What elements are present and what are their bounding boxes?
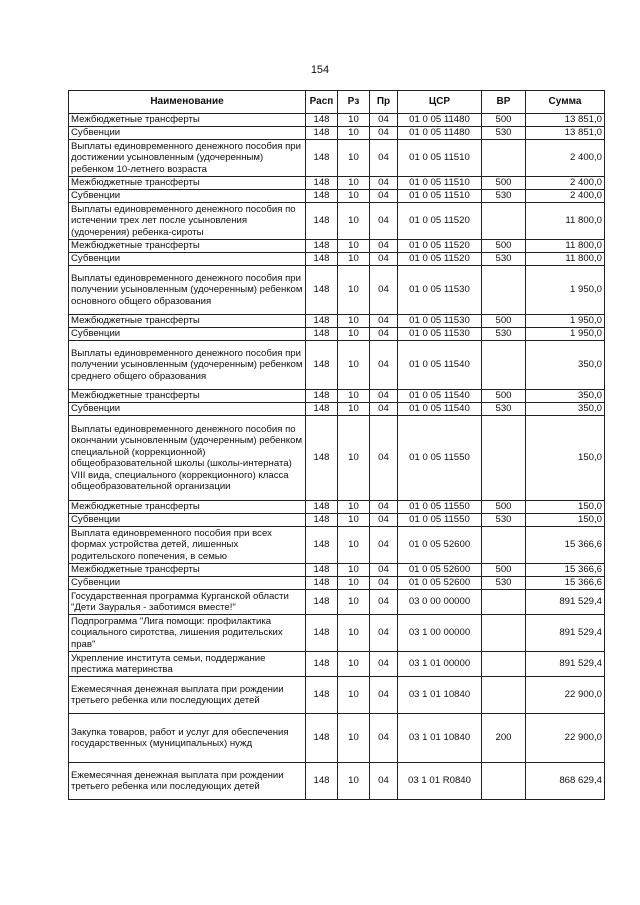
cell-rz: 10: [338, 253, 370, 266]
cell-csr: 01 0 05 11550: [398, 501, 482, 514]
cell-csr: 03 1 01 10840: [398, 677, 482, 714]
cell-rasp: 148: [306, 328, 338, 341]
cell-rz: 10: [338, 577, 370, 590]
table-row: [69, 266, 605, 315]
header-rz: Рз: [338, 91, 370, 114]
cell-rz: 10: [338, 177, 370, 190]
table-row: [69, 527, 605, 564]
cell-rz: 10: [338, 240, 370, 253]
cell-pr: 04: [370, 416, 398, 501]
cell-vr: 500: [482, 114, 526, 127]
table-row: [69, 114, 605, 127]
cell-sum: 350,0: [526, 341, 605, 390]
cell-sum: 2 400,0: [526, 190, 605, 203]
cell-csr: 01 0 05 11530: [398, 315, 482, 328]
cell-sum: 22 900,0: [526, 677, 605, 714]
header-rasp: Расп: [306, 91, 338, 114]
cell-rasp: 148: [306, 615, 338, 652]
cell-rz: 10: [338, 403, 370, 416]
cell-vr: 500: [482, 315, 526, 328]
cell-sum: 891 529,4: [526, 652, 605, 677]
cell-rz: 10: [338, 652, 370, 677]
cell-name: Выплата единовременного пособия при всех формах устройства детей, лишенных родительского попечения, в семью: [69, 527, 306, 564]
cell-pr: 04: [370, 140, 398, 177]
cell-name: Государственная программа Курганской области "Дети Зауралья - заботимся вместе!": [69, 590, 306, 615]
cell-rasp: 148: [306, 315, 338, 328]
table-row: [69, 677, 605, 714]
cell-name: Ежемесячная денежная выплата при рождении третьего ребенка или последующих детей: [69, 677, 306, 714]
cell-sum: 1 950,0: [526, 328, 605, 341]
cell-name: Межбюджетные трансферты: [69, 240, 306, 253]
header-name: Наименование: [69, 91, 306, 114]
cell-csr: 03 0 00 00000: [398, 590, 482, 615]
table-row: [69, 127, 605, 140]
cell-rz: 10: [338, 203, 370, 240]
table-row: [69, 416, 605, 501]
cell-vr: [482, 266, 526, 315]
cell-sum: 15 366,6: [526, 564, 605, 577]
cell-vr: [482, 590, 526, 615]
cell-vr: 200: [482, 714, 526, 763]
cell-csr: 01 0 05 11510: [398, 190, 482, 203]
table-row: [69, 328, 605, 341]
cell-rasp: 148: [306, 253, 338, 266]
cell-vr: [482, 341, 526, 390]
cell-pr: 04: [370, 328, 398, 341]
page-number: 154: [310, 64, 330, 76]
cell-sum: 891 529,4: [526, 615, 605, 652]
cell-name: Межбюджетные трансферты: [69, 501, 306, 514]
cell-sum: 2 400,0: [526, 140, 605, 177]
cell-csr: 01 0 05 11550: [398, 514, 482, 527]
cell-name: Субвенции: [69, 403, 306, 416]
cell-rz: 10: [338, 677, 370, 714]
cell-rz: 10: [338, 615, 370, 652]
cell-vr: 500: [482, 390, 526, 403]
cell-csr: 03 1 01 R0840: [398, 763, 482, 800]
cell-rasp: 148: [306, 416, 338, 501]
cell-name: Межбюджетные трансферты: [69, 315, 306, 328]
cell-rasp: 148: [306, 114, 338, 127]
cell-csr: 01 0 05 52600: [398, 564, 482, 577]
cell-vr: 530: [482, 253, 526, 266]
cell-sum: 22 900,0: [526, 714, 605, 763]
cell-rz: 10: [338, 341, 370, 390]
cell-rasp: 148: [306, 177, 338, 190]
cell-vr: 530: [482, 403, 526, 416]
cell-rasp: 148: [306, 127, 338, 140]
cell-vr: [482, 677, 526, 714]
table-row: [69, 315, 605, 328]
cell-name: Укрепление института семьи, поддержание престижа материнства: [69, 652, 306, 677]
cell-pr: 04: [370, 253, 398, 266]
cell-rz: 10: [338, 564, 370, 577]
cell-rz: 10: [338, 763, 370, 800]
cell-rasp: 148: [306, 501, 338, 514]
cell-rasp: 148: [306, 590, 338, 615]
cell-vr: [482, 416, 526, 501]
cell-rz: 10: [338, 514, 370, 527]
cell-name: Подпрограмма "Лига помощи: профилактика социального сиротства, лишения родительских прав": [69, 615, 306, 652]
cell-csr: 01 0 05 11540: [398, 390, 482, 403]
cell-csr: 03 1 00 00000: [398, 615, 482, 652]
cell-csr: 01 0 05 11530: [398, 328, 482, 341]
cell-rasp: 148: [306, 203, 338, 240]
cell-csr: 01 0 05 11520: [398, 203, 482, 240]
cell-name: Ежемесячная денежная выплата при рождении третьего ребенка или последующих детей: [69, 763, 306, 800]
cell-csr: 01 0 05 11480: [398, 127, 482, 140]
cell-name: Субвенции: [69, 577, 306, 590]
cell-rz: 10: [338, 501, 370, 514]
cell-name: Субвенции: [69, 190, 306, 203]
cell-csr: 03 1 01 00000: [398, 652, 482, 677]
cell-vr: 530: [482, 328, 526, 341]
table-row: [69, 615, 605, 652]
table-row: [69, 203, 605, 240]
cell-pr: 04: [370, 590, 398, 615]
cell-vr: 500: [482, 177, 526, 190]
cell-csr: 01 0 05 11550: [398, 416, 482, 501]
cell-sum: 150,0: [526, 416, 605, 501]
cell-vr: 530: [482, 190, 526, 203]
table-row: [69, 140, 605, 177]
cell-rasp: 148: [306, 577, 338, 590]
cell-pr: 04: [370, 564, 398, 577]
cell-csr: 01 0 05 52600: [398, 527, 482, 564]
cell-pr: 04: [370, 652, 398, 677]
cell-rz: 10: [338, 114, 370, 127]
cell-sum: 11 800,0: [526, 253, 605, 266]
cell-rasp: 148: [306, 564, 338, 577]
cell-pr: 04: [370, 677, 398, 714]
cell-sum: 15 366,6: [526, 577, 605, 590]
header-vr: ВР: [482, 91, 526, 114]
cell-rasp: 148: [306, 341, 338, 390]
cell-rasp: 148: [306, 527, 338, 564]
cell-csr: 01 0 05 11510: [398, 140, 482, 177]
cell-rasp: 148: [306, 266, 338, 315]
table-row: [69, 514, 605, 527]
table-row: [69, 177, 605, 190]
cell-rz: 10: [338, 315, 370, 328]
cell-vr: [482, 203, 526, 240]
cell-vr: [482, 140, 526, 177]
cell-name: Межбюджетные трансферты: [69, 114, 306, 127]
table-row: [69, 190, 605, 203]
cell-sum: 13 851,0: [526, 114, 605, 127]
cell-pr: 04: [370, 266, 398, 315]
cell-rasp: 148: [306, 652, 338, 677]
cell-rz: 10: [338, 127, 370, 140]
cell-name: Выплаты единовременного денежного пособия при достижении усыновленным (удочеренным) ребенком 10-летнего возраста: [69, 140, 306, 177]
cell-csr: 01 0 05 11520: [398, 240, 482, 253]
cell-name: Закупка товаров, работ и услуг для обеспечения государственных (муниципальных) нужд: [69, 714, 306, 763]
table-row: [69, 341, 605, 390]
cell-csr: 01 0 05 11480: [398, 114, 482, 127]
table-row: [69, 501, 605, 514]
cell-csr: 01 0 05 11540: [398, 403, 482, 416]
cell-rasp: 148: [306, 240, 338, 253]
cell-pr: 04: [370, 514, 398, 527]
cell-pr: 04: [370, 127, 398, 140]
cell-sum: 150,0: [526, 501, 605, 514]
cell-name: Выплаты единовременного денежного пособия по окончании усыновленным (удочеренным) ребенком специальной (коррекционной) общеобразовательной школы (школы-интерната) VIII вида, специального (коррекционного) класса общеобразовательной организации: [69, 416, 306, 501]
cell-pr: 04: [370, 114, 398, 127]
cell-pr: 04: [370, 615, 398, 652]
cell-csr: 03 1 01 10840: [398, 714, 482, 763]
cell-pr: 04: [370, 501, 398, 514]
cell-rasp: 148: [306, 390, 338, 403]
cell-rz: 10: [338, 416, 370, 501]
cell-name: Выплаты единовременного денежного пособия при получении усыновленным (удочеренным) ребенком основного общего образования: [69, 266, 306, 315]
cell-sum: 1 950,0: [526, 315, 605, 328]
budget-table: [68, 90, 605, 800]
cell-rz: 10: [338, 266, 370, 315]
cell-sum: 2 400,0: [526, 177, 605, 190]
cell-rasp: 148: [306, 190, 338, 203]
cell-rz: 10: [338, 714, 370, 763]
cell-sum: 350,0: [526, 390, 605, 403]
cell-rasp: 148: [306, 677, 338, 714]
table-header: [69, 91, 605, 114]
cell-pr: 04: [370, 390, 398, 403]
cell-name: Субвенции: [69, 514, 306, 527]
cell-vr: 530: [482, 577, 526, 590]
cell-rz: 10: [338, 190, 370, 203]
header-sum: Сумма: [526, 91, 605, 114]
cell-sum: 13 851,0: [526, 127, 605, 140]
cell-rz: 10: [338, 527, 370, 564]
table-row: [69, 763, 605, 800]
cell-name: Межбюджетные трансферты: [69, 390, 306, 403]
cell-sum: 891 529,4: [526, 590, 605, 615]
cell-pr: 04: [370, 315, 398, 328]
cell-pr: 04: [370, 240, 398, 253]
cell-pr: 04: [370, 190, 398, 203]
cell-csr: 01 0 05 11510: [398, 177, 482, 190]
table-row: [69, 240, 605, 253]
table-row: [69, 714, 605, 763]
cell-pr: 04: [370, 203, 398, 240]
cell-csr: 01 0 05 11530: [398, 266, 482, 315]
cell-vr: [482, 763, 526, 800]
cell-vr: 530: [482, 127, 526, 140]
cell-csr: 01 0 05 11520: [398, 253, 482, 266]
cell-pr: 04: [370, 714, 398, 763]
cell-rasp: 148: [306, 514, 338, 527]
cell-vr: [482, 527, 526, 564]
cell-pr: 04: [370, 527, 398, 564]
table-row: [69, 590, 605, 615]
cell-rz: 10: [338, 390, 370, 403]
cell-rasp: 148: [306, 403, 338, 416]
cell-pr: 04: [370, 577, 398, 590]
cell-name: Выплаты единовременного денежного пособия по истечении трех лет после усыновления (удочерения) ребенка-сироты: [69, 203, 306, 240]
cell-sum: 150,0: [526, 514, 605, 527]
cell-name: Субвенции: [69, 253, 306, 266]
cell-sum: 15 366,6: [526, 527, 605, 564]
cell-rz: 10: [338, 590, 370, 615]
cell-name: Субвенции: [69, 328, 306, 341]
cell-vr: 500: [482, 501, 526, 514]
cell-pr: 04: [370, 403, 398, 416]
cell-sum: 11 800,0: [526, 203, 605, 240]
cell-vr: [482, 652, 526, 677]
table-row: [69, 403, 605, 416]
cell-csr: 01 0 05 52600: [398, 577, 482, 590]
cell-vr: 500: [482, 564, 526, 577]
cell-rasp: 148: [306, 714, 338, 763]
cell-sum: 350,0: [526, 403, 605, 416]
cell-name: Выплаты единовременного денежного пособия при получении усыновленным (удочеренным) ребенком среднего общего образования: [69, 341, 306, 390]
cell-name: Межбюджетные трансферты: [69, 177, 306, 190]
cell-csr: 01 0 05 11540: [398, 341, 482, 390]
cell-rasp: 148: [306, 763, 338, 800]
cell-sum: 1 950,0: [526, 266, 605, 315]
cell-rasp: 148: [306, 140, 338, 177]
cell-pr: 04: [370, 177, 398, 190]
table-row: [69, 577, 605, 590]
header-csr: ЦСР: [398, 91, 482, 114]
cell-vr: 500: [482, 240, 526, 253]
cell-name: Межбюджетные трансферты: [69, 564, 306, 577]
cell-pr: 04: [370, 763, 398, 800]
table-row: [69, 564, 605, 577]
table-body: [69, 114, 605, 800]
cell-sum: 11 800,0: [526, 240, 605, 253]
cell-sum: 868 629,4: [526, 763, 605, 800]
cell-name: Субвенции: [69, 127, 306, 140]
cell-vr: 530: [482, 514, 526, 527]
table-row: [69, 253, 605, 266]
cell-pr: 04: [370, 341, 398, 390]
cell-rz: 10: [338, 328, 370, 341]
cell-rz: 10: [338, 140, 370, 177]
table-row: [69, 652, 605, 677]
table-row: [69, 390, 605, 403]
header-pr: Пр: [370, 91, 398, 114]
cell-vr: [482, 615, 526, 652]
